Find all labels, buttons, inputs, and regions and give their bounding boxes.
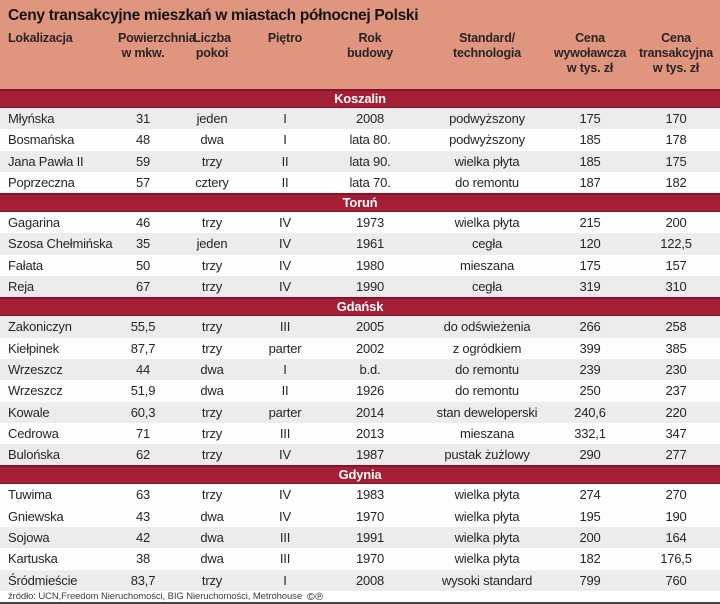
cell-cena-transakcyjna: 385 — [665, 340, 687, 356]
column-header-rok-budowy: Rok budowy — [346, 31, 394, 60]
cell-powierzchnia: 50 — [135, 257, 151, 273]
footer — [0, 591, 720, 604]
cell-cena-transakcyjna: 237 — [665, 383, 687, 399]
cell-standard: wielka płyta — [454, 551, 520, 567]
cell-pietro: II — [281, 153, 289, 169]
table-body — [0, 89, 720, 591]
cell-liczba-pokoi: trzy — [201, 572, 223, 588]
cell-rok-budowy: lata 90. — [349, 153, 391, 169]
cell-cena-wywolawcza: 266 — [579, 319, 601, 335]
cell-cena-transakcyjna: 270 — [665, 487, 687, 503]
table-row — [0, 108, 720, 129]
cell-lokalizacja: Tuwima — [8, 487, 52, 503]
cell-cena-wywolawcza: 290 — [579, 447, 601, 463]
cell-standard: wielka płyta — [454, 487, 520, 503]
table-row — [0, 129, 720, 150]
cell-cena-wywolawcza: 239 — [579, 361, 601, 377]
cell-rok-budowy: 1970 — [355, 508, 385, 524]
section-header-torun: Toruń — [0, 193, 720, 212]
cell-cena-wywolawcza: 185 — [579, 153, 601, 169]
cell-cena-wywolawcza: 200 — [579, 530, 601, 546]
cell-rok-budowy: 2002 — [355, 340, 385, 356]
cell-pietro: IV — [279, 487, 291, 503]
cell-pietro: III — [279, 551, 291, 567]
cell-standard: wielka płyta — [454, 508, 520, 524]
cell-pietro: parter — [268, 340, 302, 356]
cell-pietro: II — [281, 383, 289, 399]
cell-powierzchnia: 43 — [135, 508, 151, 524]
cell-standard: pustak żużlowy — [444, 447, 530, 463]
cell-liczba-pokoi: dwa — [200, 530, 224, 546]
table-row — [0, 484, 720, 505]
cell-cena-transakcyjna: 190 — [665, 508, 687, 524]
section-header-gdynia: Gdynia — [0, 465, 720, 484]
table-row — [0, 212, 720, 233]
cell-powierzchnia: 59 — [135, 153, 151, 169]
cell-powierzchnia: 63 — [135, 487, 151, 503]
cell-powierzchnia: 42 — [135, 530, 151, 546]
cell-standard: wielka płyta — [454, 153, 520, 169]
cell-pietro: IV — [279, 279, 291, 295]
cell-pietro: III — [279, 319, 291, 335]
column-header-powierzchnia: Powierzchnia w mkw. — [118, 31, 196, 60]
table-row — [0, 151, 720, 172]
cell-cena-transakcyjna: 182 — [665, 174, 687, 190]
cell-liczba-pokoi: trzy — [201, 319, 223, 335]
cell-liczba-pokoi: trzy — [201, 340, 223, 356]
cell-standard: do remontu — [455, 361, 519, 377]
cell-cena-transakcyjna: 175 — [665, 153, 687, 169]
table-row — [0, 444, 720, 465]
cell-standard: wielka płyta — [454, 530, 520, 546]
cell-cena-wywolawcza: 187 — [579, 174, 601, 190]
table-row — [0, 527, 720, 548]
cell-lokalizacja: Sojowa — [8, 530, 50, 546]
cell-rok-budowy: 1970 — [355, 551, 385, 567]
column-header-pietro: Piętro — [267, 31, 303, 45]
cell-pietro: IV — [279, 215, 291, 231]
table-row — [0, 380, 720, 401]
cell-powierzchnia: 46 — [135, 215, 151, 231]
cell-lokalizacja: Bosmańska — [8, 132, 75, 148]
cell-liczba-pokoi: trzy — [201, 487, 223, 503]
cell-powierzchnia: 83,7 — [130, 572, 156, 588]
cell-cena-transakcyjna: 200 — [665, 215, 687, 231]
column-header-cena-wywolawcza: Cena wywoławcza w tys. zł — [553, 31, 627, 75]
cell-cena-transakcyjna: 277 — [665, 447, 687, 463]
cell-liczba-pokoi: trzy — [201, 425, 223, 441]
section-header-koszalin: Koszalin — [0, 89, 720, 108]
cell-lokalizacja: Śródmieście — [8, 572, 78, 588]
cell-powierzchnia: 55,5 — [130, 319, 156, 335]
cell-powierzchnia: 35 — [135, 236, 151, 252]
cell-cena-transakcyjna: 230 — [665, 361, 687, 377]
cell-liczba-pokoi: trzy — [201, 153, 223, 169]
cell-cena-transakcyjna: 122,5 — [660, 236, 692, 252]
cell-liczba-pokoi: dwa — [200, 383, 224, 399]
cell-pietro: II — [281, 174, 289, 190]
page-title: Ceny transakcyjne mieszkań w miastach północnej Polski — [8, 7, 419, 24]
cell-powierzchnia: 62 — [135, 447, 151, 463]
cell-rok-budowy: 1983 — [355, 487, 385, 503]
table-row — [0, 172, 720, 193]
table-row — [0, 255, 720, 276]
cell-rok-budowy: lata 70. — [349, 174, 391, 190]
cell-cena-wywolawcza: 240,6 — [574, 404, 606, 420]
cell-cena-transakcyjna: 258 — [665, 319, 687, 335]
cell-cena-transakcyjna: 760 — [665, 572, 687, 588]
cell-lokalizacja: Reja — [8, 279, 34, 295]
cell-lokalizacja: Gniewska — [8, 508, 64, 524]
cell-cena-wywolawcza: 799 — [579, 572, 601, 588]
cell-standard: cegła — [471, 236, 503, 252]
source-credit: źródło: UCN,Freedom Nieruchomości, BIG Nieruchomości, Metrohouse — [8, 591, 303, 602]
cell-rok-budowy: 2008 — [355, 572, 385, 588]
cell-rok-budowy: 1926 — [355, 383, 385, 399]
cell-standard: do remontu — [455, 174, 519, 190]
cell-lokalizacja: Wrzeszcz — [8, 361, 63, 377]
cell-pietro: parter — [268, 404, 302, 420]
cell-lokalizacja: Kowale — [8, 404, 50, 420]
cell-liczba-pokoi: trzy — [201, 257, 223, 273]
cell-pietro: I — [283, 132, 287, 148]
cell-cena-transakcyjna: 157 — [665, 257, 687, 273]
cell-powierzchnia: 48 — [135, 132, 151, 148]
cell-lokalizacja: Młyńska — [8, 111, 55, 126]
cell-cena-wywolawcza: 274 — [579, 487, 601, 503]
cell-cena-wywolawcza: 215 — [579, 215, 601, 231]
cell-cena-transakcyjna: 178 — [665, 132, 687, 148]
cell-powierzchnia: 44 — [135, 361, 151, 377]
cell-liczba-pokoi: dwa — [200, 361, 224, 377]
cell-lokalizacja: Szosa Chełmińska — [8, 236, 113, 252]
cell-liczba-pokoi: trzy — [201, 215, 223, 231]
section-header-gdansk: Gdańsk — [0, 297, 720, 316]
table-row — [0, 338, 720, 359]
column-header-cena-transakcyjna: Cena transakcyjna w tys. zł — [638, 31, 714, 75]
column-header-standard: Standard/ technologia — [453, 31, 521, 60]
cell-standard: podwyższony — [449, 111, 525, 126]
cell-rok-budowy: b.d. — [359, 361, 381, 377]
cell-liczba-pokoi: trzy — [201, 279, 223, 295]
cell-rok-budowy: 1987 — [355, 447, 385, 463]
cell-lokalizacja: Jana Pawła II — [8, 153, 84, 169]
cell-liczba-pokoi: cztery — [195, 174, 229, 190]
cell-cena-transakcyjna: 220 — [665, 404, 687, 420]
cell-liczba-pokoi: trzy — [201, 447, 223, 463]
cell-liczba-pokoi: jeden — [196, 111, 228, 126]
cell-standard: cegła — [471, 279, 503, 295]
table-row — [0, 402, 720, 423]
cell-pietro: III — [279, 425, 291, 441]
cell-lokalizacja: Zakoniczyn — [8, 319, 72, 335]
cell-pietro: IV — [279, 236, 291, 252]
cell-pietro: IV — [279, 257, 291, 273]
table-row — [0, 359, 720, 380]
cell-lokalizacja: Gagarina — [8, 215, 60, 231]
copyright-icons: ©℗ — [307, 590, 324, 603]
cell-lokalizacja: Fałata — [8, 257, 43, 273]
column-headers — [0, 28, 720, 89]
cell-powierzchnia: 67 — [135, 279, 151, 295]
cell-rok-budowy: 1990 — [355, 279, 385, 295]
cell-cena-transakcyjna: 164 — [665, 530, 687, 546]
cell-standard: z ogródkiem — [452, 340, 522, 356]
cell-rok-budowy: 2013 — [355, 425, 385, 441]
cell-pietro: IV — [279, 447, 291, 463]
cell-cena-wywolawcza: 185 — [579, 132, 601, 148]
cell-rok-budowy: 1980 — [355, 257, 385, 273]
cell-cena-wywolawcza: 332,1 — [574, 425, 606, 441]
cell-standard: stan deweloperski — [436, 404, 538, 420]
cell-standard: mieszana — [459, 257, 515, 273]
cell-cena-wywolawcza: 195 — [579, 508, 601, 524]
cell-powierzchnia: 31 — [135, 111, 151, 126]
cell-powierzchnia: 38 — [135, 551, 151, 567]
cell-cena-wywolawcza: 399 — [579, 340, 601, 356]
cell-rok-budowy: lata 80. — [349, 132, 391, 148]
cell-liczba-pokoi: dwa — [200, 508, 224, 524]
cell-lokalizacja: Bulońska — [8, 447, 60, 463]
cell-rok-budowy: 2008 — [355, 111, 385, 126]
cell-cena-transakcyjna: 310 — [665, 279, 687, 295]
column-header-lokalizacja: Lokalizacja — [8, 31, 73, 45]
cell-standard: podwyższony — [449, 132, 525, 148]
cell-standard: mieszana — [459, 425, 515, 441]
cell-pietro: I — [283, 111, 287, 126]
cell-cena-wywolawcza: 319 — [579, 279, 601, 295]
table-row — [0, 316, 720, 337]
cell-standard: do odświeżenia — [443, 319, 531, 335]
cell-cena-transakcyjna: 176,5 — [660, 551, 692, 567]
table-row — [0, 233, 720, 254]
cell-lokalizacja: Poprzeczna — [8, 174, 75, 190]
cell-cena-wywolawcza: 175 — [579, 111, 601, 126]
cell-cena-wywolawcza: 175 — [579, 257, 601, 273]
column-header-liczba-pokoi: Liczba pokoi — [193, 31, 231, 60]
cell-lokalizacja: Kartuska — [8, 551, 58, 567]
table-row — [0, 548, 720, 569]
table-row — [0, 276, 720, 297]
cell-rok-budowy: 1961 — [355, 236, 385, 252]
cell-lokalizacja: Kiełpinek — [8, 340, 59, 356]
cell-powierzchnia: 51,9 — [130, 383, 156, 399]
cell-liczba-pokoi: trzy — [201, 404, 223, 420]
cell-rok-budowy: 1991 — [355, 530, 385, 546]
cell-pietro: I — [283, 361, 287, 377]
table-row — [0, 570, 720, 591]
cell-pietro: I — [283, 572, 287, 588]
cell-standard: do remontu — [455, 383, 519, 399]
cell-powierzchnia: 60,3 — [130, 404, 156, 420]
cell-cena-transakcyjna: 347 — [665, 425, 687, 441]
cell-cena-transakcyjna: 170 — [665, 111, 687, 126]
cell-liczba-pokoi: dwa — [200, 551, 224, 567]
cell-powierzchnia: 71 — [135, 425, 151, 441]
cell-standard: wysoki standard — [441, 572, 533, 588]
cell-liczba-pokoi: jeden — [196, 236, 228, 252]
cell-cena-wywolawcza: 120 — [579, 236, 601, 252]
cell-rok-budowy: 2014 — [355, 404, 385, 420]
cell-rok-budowy: 1973 — [355, 215, 385, 231]
cell-pietro: IV — [279, 508, 291, 524]
table-row — [0, 506, 720, 527]
cell-standard: wielka płyta — [454, 215, 520, 231]
cell-rok-budowy: 2005 — [355, 319, 385, 335]
cell-powierzchnia: 57 — [135, 174, 151, 190]
cell-lokalizacja: Wrzeszcz — [8, 383, 63, 399]
cell-cena-wywolawcza: 250 — [579, 383, 601, 399]
cell-cena-wywolawcza: 182 — [579, 551, 601, 567]
table-row — [0, 423, 720, 444]
cell-pietro: III — [279, 530, 291, 546]
cell-powierzchnia: 87,7 — [130, 340, 156, 356]
cell-liczba-pokoi: dwa — [200, 132, 224, 148]
cell-lokalizacja: Cedrowa — [8, 425, 59, 441]
